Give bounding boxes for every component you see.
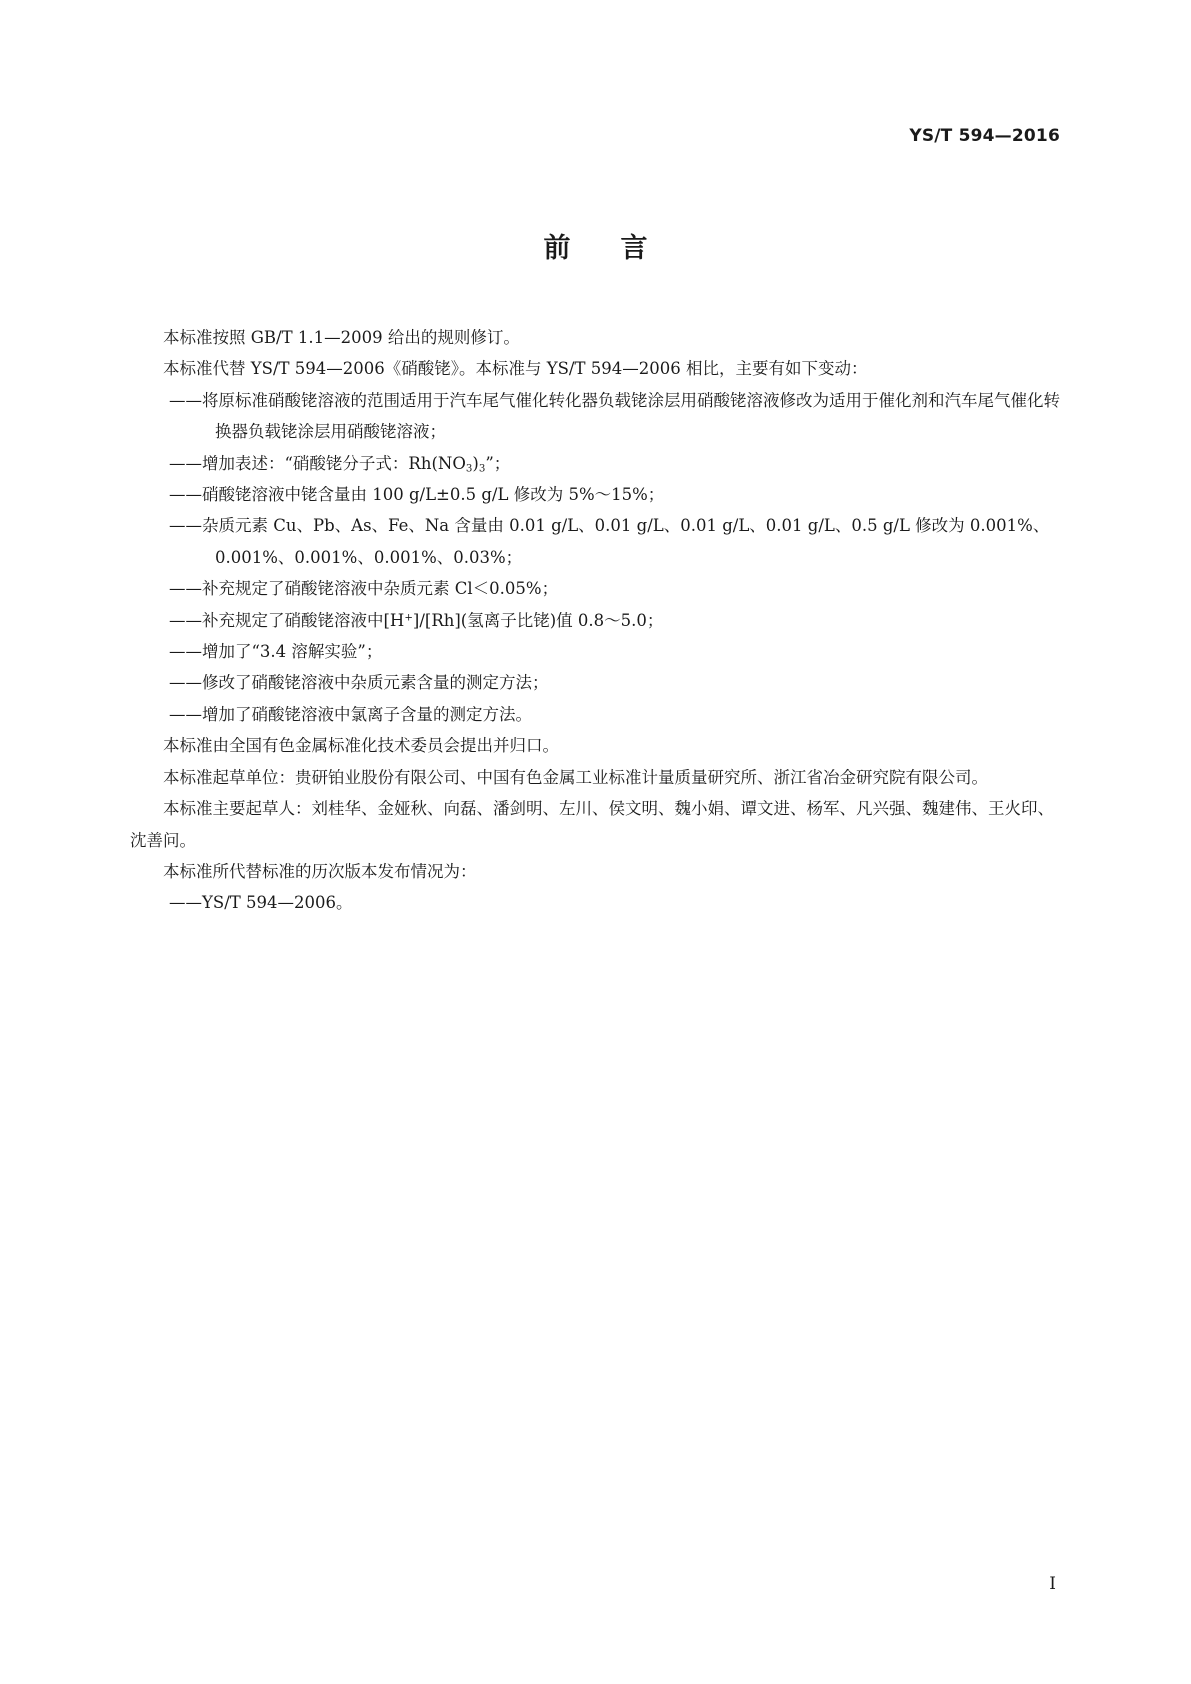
page-number: I <box>1049 1574 1056 1594</box>
change-item-chlorine: ——补充规定了硝酸铑溶液中杂质元素 Cl＜0.05%； <box>169 579 559 599</box>
formula-prefix: ——增加表述：“硝酸铑分子式：Rh(NO <box>169 453 466 473</box>
formula-mid: ) <box>472 453 479 473</box>
paragraph-drafting-units: 本标准起草单位：贵研铂业股份有限公司、中国有色金属工业标准计量质量研究所、浙江省冶金研究院有限公司。 <box>163 767 988 787</box>
change-item-scope: ——将原标准硝酸铑溶液的范围适用于汽车尾气催化转化器负载铑涂层用硝酸铑溶液修改为适用于催化剂和汽车尾气催化转换器负载铑涂层用硝酸铑溶液； <box>169 390 1060 442</box>
change-item-chloride-method: ——增加了硝酸铑溶液中氯离子含量的测定方法。 <box>169 704 532 724</box>
paragraph-replaces: 本标准代替 YS/T 594—2006《硝酸铑》。本标准与 YS/T 594—2006 相比，主要有如下变动： <box>163 359 868 379</box>
ratio-suffix: ]/[Rh](氢离子比铑)值 0.8～5.0； <box>412 610 664 630</box>
foreword-body <box>130 322 1062 919</box>
change-item-formula <box>130 448 1062 479</box>
change-item-hydrogen-ratio <box>130 605 1062 636</box>
formula-suffix: ”； <box>485 453 511 473</box>
change-item-dissolution-test: ——增加了“3.4 溶解实验”； <box>169 642 383 662</box>
ratio-prefix: ——补充规定了硝酸铑溶液中[H <box>169 610 405 630</box>
history-item: ——YS/T 594—2006。 <box>169 893 353 913</box>
paragraph-history-intro: 本标准所代替标准的历次版本发布情况为： <box>163 861 477 881</box>
page-title: 前言 <box>543 233 698 264</box>
change-item-rhodium-content: ——硝酸铑溶液中铑含量由 100 g/L±0.5 g/L 修改为 5%～15%； <box>169 485 665 505</box>
formula-subscript-2: 3 <box>478 463 486 475</box>
paragraph-proposed-by: 本标准由全国有色金属标准化技术委员会提出并归口。 <box>163 736 559 756</box>
formula-subscript: 3 <box>465 463 473 475</box>
paragraph-drafters: 本标准主要起草人：刘桂华、金娅秋、向磊、潘剑明、左川、侯文明、魏小娟、谭文进、杨军、凡兴强、魏建伟、王火印、沈善问。 <box>130 799 1054 850</box>
standard-code: YS/T 594—2016 <box>909 126 1060 146</box>
change-item-impurity-method: ——修改了硝酸铑溶液中杂质元素含量的测定方法； <box>169 673 549 693</box>
ratio-superscript: + <box>404 612 413 624</box>
change-item-impurities: ——杂质元素 Cu、Pb、As、Fe、Na 含量由 0.01 g/L、0.01 g/L、0.01 g/L、0.01 g/L、0.5 g/L 修改为 0.001%、0.001%、0.001%、0.001%、0.03%； <box>169 516 1050 567</box>
paragraph-drafting-rules: 本标准按照 GB/T 1.1—2009 给出的规则修订。 <box>163 328 520 347</box>
